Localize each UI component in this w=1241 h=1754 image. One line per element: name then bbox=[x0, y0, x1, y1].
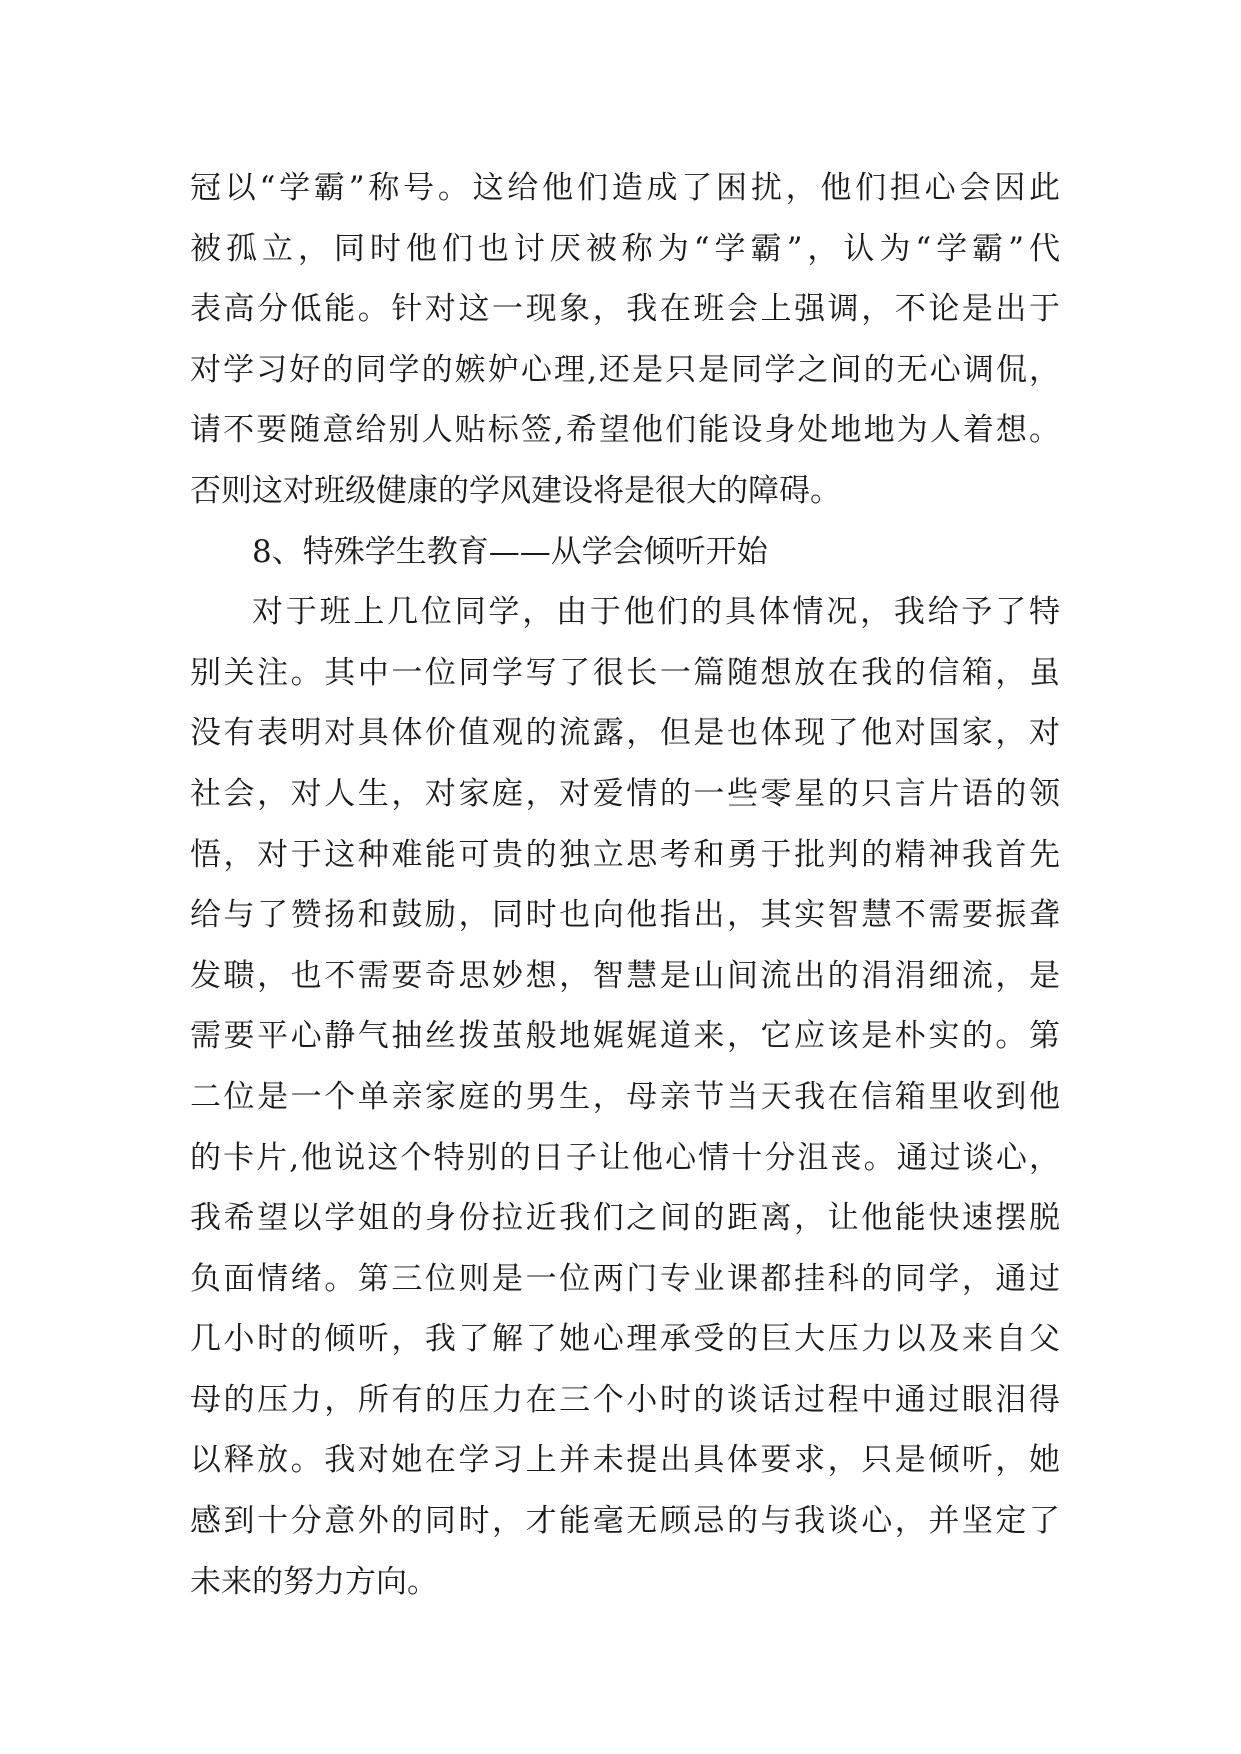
text-line: 对学习好的同学的嫉妒心理,还是只是同学之间的无心调侃， bbox=[190, 351, 1060, 388]
text-line: 冠以“学霸”称号。这给他们造成了困扰，他们担心会因此 bbox=[190, 170, 1060, 206]
text-line: 的卡片,他说这个特别的日子让他心情十分沮丧。通过谈心， bbox=[190, 1139, 1060, 1176]
body-text bbox=[190, 158, 1060, 1612]
text-line: 以释放。我对她在学习上并未提出具体要求，只是倾听，她 bbox=[190, 1442, 1060, 1479]
text-line: 二位是一个单亲家庭的男生，母亲节当天我在信箱里收到他 bbox=[190, 1078, 1060, 1115]
text-line: 我希望以学姐的身份拉近我们之间的距离，让他能快速摆脱 bbox=[190, 1200, 1060, 1237]
text-line: 给与了赞扬和鼓励，同时也向他指出，其实智慧不需要振聋 bbox=[190, 897, 1060, 934]
text-line: 表高分低能。针对这一现象，我在班会上强调，不论是出于 bbox=[190, 291, 1060, 328]
text-line: 母的压力，所有的压力在三个小时的谈话过程中通过眼泪得 bbox=[190, 1381, 1060, 1418]
text-line: 别关注。其中一位同学写了很长一篇随想放在我的信箱，虽 bbox=[190, 654, 1060, 691]
section-heading: 8、特殊学生教育——从学会倾听开始 bbox=[252, 533, 768, 570]
text-line: 否则这对班级健康的学风建设将是很大的障碍。 bbox=[190, 472, 841, 509]
text-line: 发聩，也不需要奇思妙想，智慧是山间流出的涓涓细流，是 bbox=[190, 957, 1060, 994]
text-line: 几小时的倾听，我了解了她心理承受的巨大压力以及来自父 bbox=[190, 1321, 1060, 1358]
text-line: 社会，对人生，对家庭，对爱情的一些零星的只言片语的领 bbox=[190, 775, 1060, 812]
text-line: 对于班上几位同学，由于他们的具体情况，我给予了特 bbox=[252, 594, 1060, 631]
text-line: 负面情绪。第三位则是一位两门专业课都挂科的同学，通过 bbox=[190, 1260, 1060, 1297]
text-line: 悟，对于这种难能可贵的独立思考和勇于批判的精神我首先 bbox=[190, 836, 1060, 873]
text-line: 没有表明对具体价值观的流露，但是也体现了他对国家，对 bbox=[190, 715, 1060, 752]
text-line: 请不要随意给别人贴标签,希望他们能设身处地地为人着想。 bbox=[190, 412, 1060, 449]
text-line: 未来的努力方向。 bbox=[190, 1563, 438, 1600]
text-line: 被孤立，同时他们也讨厌被称为“学霸”，认为“学霸”代 bbox=[190, 230, 1060, 267]
text-line: 感到十分意外的同时，才能毫无顾忌的与我谈心，并坚定了 bbox=[190, 1503, 1060, 1540]
text-line: 需要平心静气抽丝拨茧般地娓娓道来，它应该是朴实的。第 bbox=[190, 1018, 1060, 1055]
